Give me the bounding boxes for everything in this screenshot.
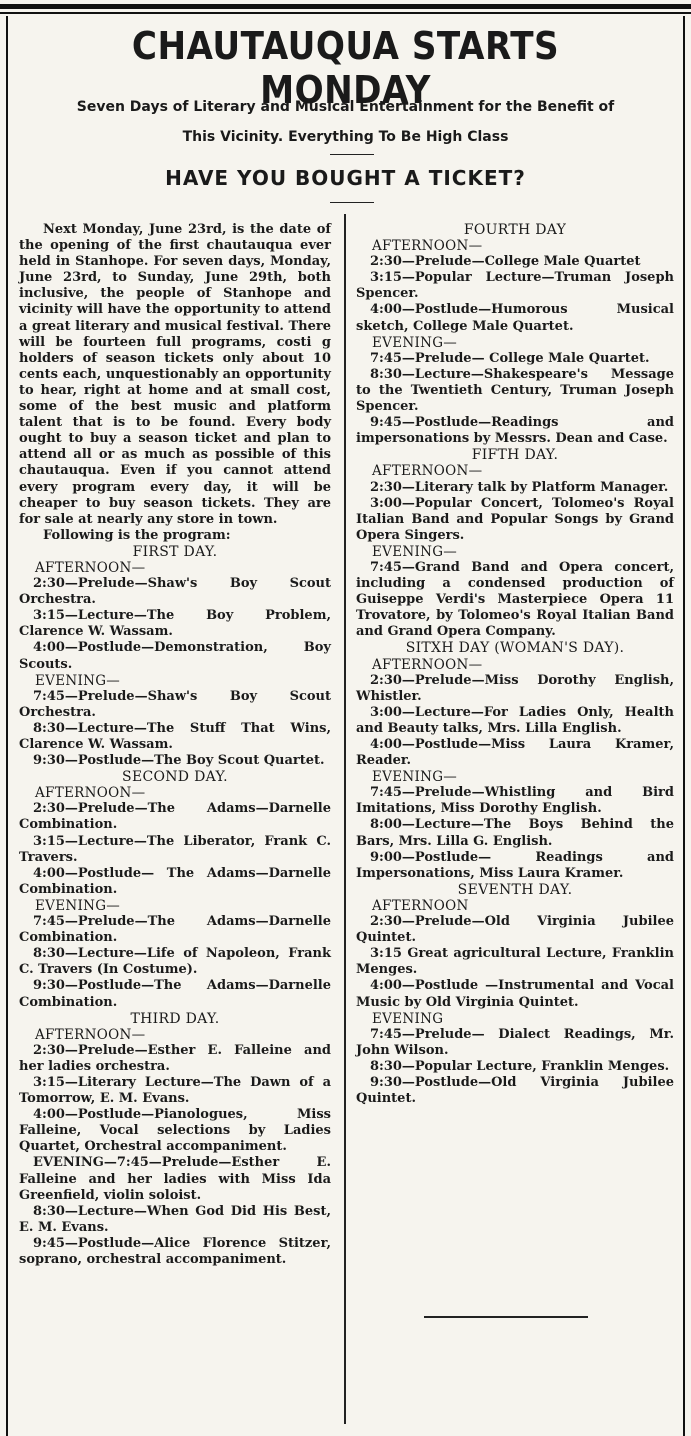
evening-label: EVENING— (372, 543, 458, 560)
evening-label: EVENING (372, 1010, 444, 1027)
day-title: FOURTH DAY (463, 222, 567, 238)
day-title: THIRD DAY. (130, 1010, 220, 1027)
program-item: 4:00—Postlude—Pianologues, Miss Falleine, Vocal selections by Ladies Quartet, Orchestral accompaniment. (19, 1107, 331, 1155)
program-item: 3:00—Lecture—For Ladies Only, Health and Beauty talks, Mrs. Lilla English. (356, 704, 674, 736)
program-item: 7:45—Prelude—Shaw's Boy Scout Orchestra. (19, 688, 331, 720)
program-item: 7:45—Prelude—The Adams—Darnelle Combination. (19, 914, 331, 946)
program-item: 3:15 Great agricultural Lecture, Franklin Menges. (356, 946, 674, 978)
left-column (19, 222, 331, 1268)
program-item: 2:30—Prelude—Shaw's Boy Scout Orchestra. (19, 576, 331, 608)
fifth-day (356, 447, 674, 640)
program-item: 2:30—Prelude—Old Virginia Jubilee Quintet. (356, 914, 674, 946)
sixth-day (356, 640, 674, 881)
fourth-day (356, 222, 674, 447)
day-title: SITXH DAY (WOMAN'S DAY). (405, 640, 625, 657)
left-border (6, 16, 8, 1436)
subhead-line-2: This Vicinity. Everything To Be High Class (182, 129, 509, 145)
program-item: 8:30—Lecture—Life of Napoleon, Frank C. Travers (In Costume). (19, 946, 331, 978)
ticket-heading: HAVE YOU BOUGHT A TICKET? (165, 166, 526, 190)
program-item: 7:45—Prelude— College Male Quartet. (370, 350, 650, 366)
program-item: 3:15—Lecture—The Liberator, Frank C. Travers. (19, 833, 331, 865)
program-item: 9:45—Postlude—Alice Florence Stitzer, soprano, orchestral accompaniment. (19, 1235, 331, 1267)
program-item: 8:30—Lecture—The Stuff That Wins, Clarence W. Wassam. (19, 720, 331, 752)
program-item: 2:30—Prelude—Miss Dorothy English, Whistler. (356, 672, 674, 704)
evening-label: EVENING— (35, 897, 121, 914)
right-column (356, 222, 674, 1107)
evening-label: EVENING— (372, 769, 458, 786)
program-item: 9:30—Postlude—The Adams—Darnelle Combination. (19, 978, 331, 1010)
top-rule-thin (0, 12, 691, 14)
afternoon-label: AFTERNOON— (35, 1026, 146, 1043)
program-item: 7:45—Grand Band and Opera concert, including a condensed production of Guiseppe Verdi's Masterpiece Opera 11 Trovatore, by Tolomeo's Royal Italian Band and Grand Opera Company. (356, 559, 674, 640)
program-item: 7:45—Prelude—Whistling and Bird Imitations, Miss Dorothy English. (356, 785, 674, 817)
program-item: 3:15—Literary Lecture—The Dawn of a Tomorrow, E. M. Evans. (19, 1074, 331, 1107)
afternoon-label: AFTERNOON— (372, 656, 483, 673)
afternoon-label: AFTERNOON— (35, 785, 146, 802)
program-item: 3:00—Popular Concert, Tolomeo's Royal Italian Band and Popular Songs by Grand Opera Singers. (356, 495, 674, 543)
day-title: SECOND DAY. (122, 769, 228, 786)
afternoon-label: AFTERNOON— (372, 463, 483, 480)
program-item: 8:00—Lecture—The Boys Behind the Bars, Mrs. Lilla G. English. (356, 817, 674, 849)
intro-paragraph: Next Monday, June 23rd, is the date of the opening of the first chautauqua ever held in Stanhope. For seven days, Monday, June 23rd, to Sunday, June 29th, both inclusive, the people of Stanhope and vicinity will have the opportunity to attend a great literary and musical festival. There will be fourteen full programs, costi g holders of season tickets only about 10 cents each, unquestionably an opportunity to hear, right at home and at small cost, some of the best music and platform talent that is to be found. Every body ought to buy a season ticket and plan to attend all or as much as possible of this chautauqua. Even if you cannot attend every program every day, it will be cheaper to buy season tickets. They are for sale at nearly any store in town. (19, 222, 331, 527)
evening-label: EVENING— (372, 334, 458, 351)
day-title: FIRST DAY. (132, 543, 218, 560)
right-border (683, 16, 685, 1436)
program-item: 8:30—Lecture—Shakespeare's Message to the Twentieth Century, Truman Joseph Spencer. (356, 366, 674, 415)
program-item: 2:30—Literary talk by Platform Manager. (370, 479, 669, 495)
program-item: 4:00—Postlude—Humorous Musical sketch, College Male Quartet. (356, 302, 674, 334)
program-item: 8:30—Lecture—When God Did His Best, E. M. Evans. (19, 1203, 331, 1235)
program-item: 8:30—Popular Lecture, Franklin Menges. (370, 1058, 670, 1074)
first-day (19, 544, 331, 769)
program-item: 9:30—Postlude—Old Virginia Jubilee Quintet. (356, 1074, 674, 1107)
afternoon-label: AFTERNOON— (35, 559, 146, 576)
afternoon-label: AFTERNOON— (372, 238, 483, 255)
program-item: 4:00—Postlude—Miss Laura Kramer, Reader. (356, 737, 674, 769)
afternoon-label: AFTERNOON (372, 897, 469, 914)
program-item: 9:45—Postlude—Readings and impersonations by Messrs. Dean and Case. (356, 415, 674, 447)
program-item: 4:00—Postlude— The Adams—Darnelle Combination. (19, 865, 331, 897)
top-rule (0, 4, 691, 9)
program-item: 2:30—Prelude—College Male Quartet (370, 254, 641, 270)
program-item: 7:45—Prelude— Dialect Readings, Mr. John Wilson. (356, 1026, 674, 1058)
program-item: 3:15—Lecture—The Boy Problem, Clarence W. Wassam. (19, 608, 331, 640)
divider-rule (330, 202, 374, 203)
column-divider (344, 214, 346, 1424)
program-item: 9:00—Postlude— Readings and Impersonations, Miss Laura Kramer. (356, 849, 674, 881)
program-item: 2:30—Prelude—The Adams—Darnelle Combination. (19, 801, 331, 833)
intro-section (19, 222, 331, 544)
headline: CHAUTAUQUA STARTS MONDAY (131, 24, 560, 112)
program-item: EVENING—7:45—Prelude—Esther E. Falleine and her ladies with Miss Ida Greenfield, violin soloist. (19, 1155, 331, 1203)
seventh-day (356, 882, 674, 1107)
subhead-line-1: Seven Days of Literary and Musical Entertainment for the Benefit of (76, 99, 615, 115)
program-item: 4:00—Postlude —Instrumental and Vocal Music by Old Virginia Quintet. (356, 978, 674, 1010)
program-item: 9:30—Postlude—The Boy Scout Quartet. (33, 753, 325, 769)
evening-label: EVENING— (35, 672, 121, 689)
program-lead: Following is the program: (43, 527, 231, 543)
program-item: 4:00—Postlude—Demonstration, Boy Scouts. (19, 640, 331, 672)
subheadline (30, 92, 661, 152)
day-title: SEVENTH DAY. (457, 881, 573, 898)
program-item: 2:30—Prelude—Esther E. Falleine and her ladies orchestra. (19, 1042, 331, 1074)
divider-rule (330, 154, 374, 155)
program-item: 3:15—Popular Lecture—Truman Joseph Spencer. (356, 270, 674, 302)
end-rule (424, 1316, 588, 1318)
third-day (19, 1011, 331, 1269)
day-title: FIFTH DAY. (471, 447, 559, 464)
second-day (19, 769, 331, 1010)
